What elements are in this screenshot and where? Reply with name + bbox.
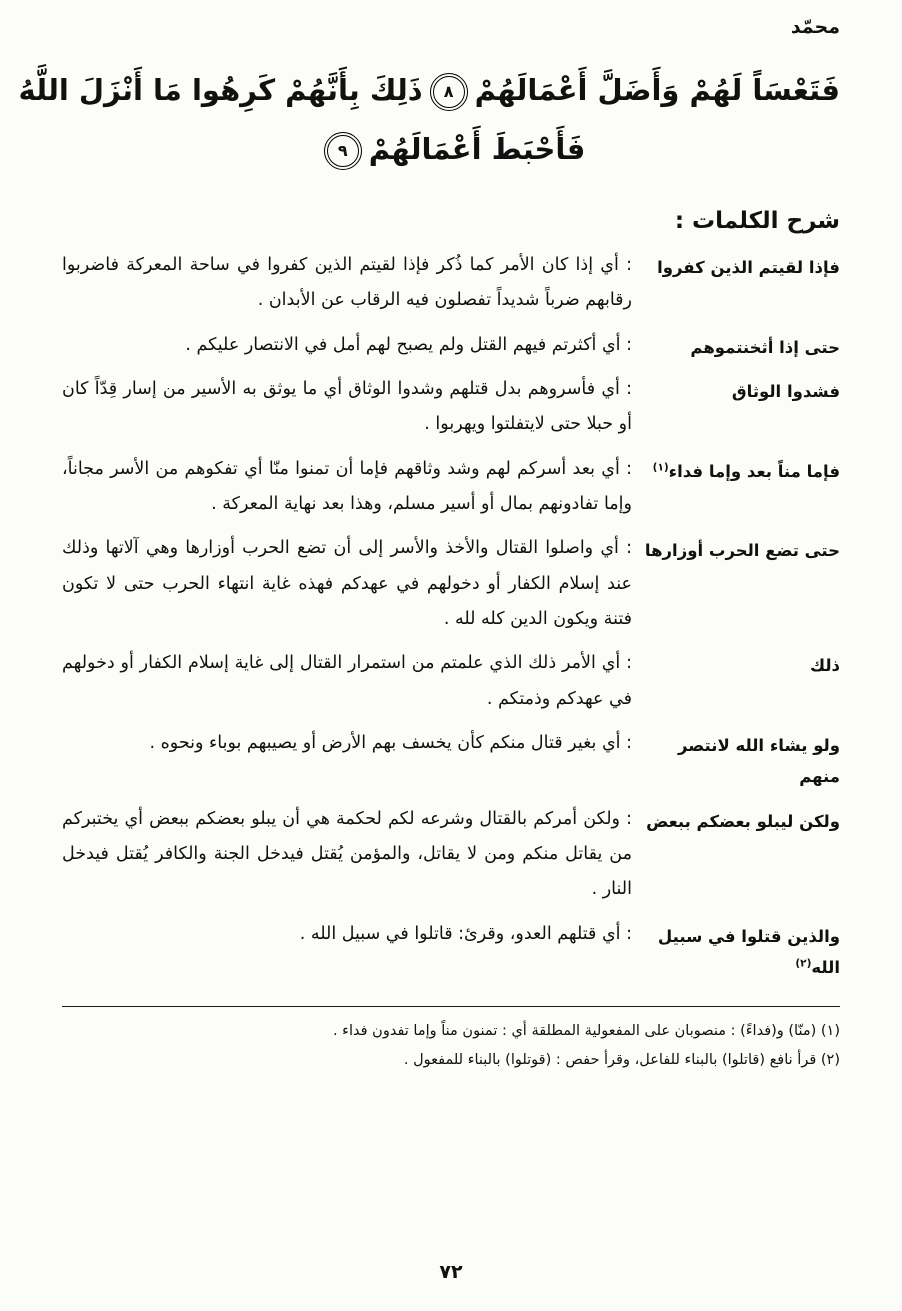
- ayah-number-8-marker: [433, 76, 465, 108]
- glossary-entry-7: [62, 726, 840, 793]
- term: [644, 531, 840, 637]
- definition: : أي الأمر ذلك الذي علمتم من استمرار القتال إلى غاية إسلام الكفار أو دخولهم في عهدكم وذمتكم .: [62, 653, 632, 709]
- definition: : أي بعد أسركم لهم وشد وثاقهم فإما أن تمنوا منّا أي تفكوهم من الأسر مجاناً، وإما تفادونهم بمال أو أسير مسلم، وهذا بعد نهاية المعركة .: [62, 458, 632, 514]
- footnote-1: (١) (منّا) و(فداءً) : منصوبان على المفعولية المطلقة أي : تمنون مناً وإما تفدون فداء .: [332, 1023, 840, 1040]
- ayah-number-8: ٨: [443, 81, 454, 101]
- surah-title: محمّد: [790, 16, 840, 38]
- term: [644, 452, 840, 523]
- definition: : أي قتلهم العدو، وقرئ: قاتلوا في سبيل الله .: [299, 923, 632, 944]
- definition: : أي إذا كان الأمر كما ذُكر فإذا لقيتم الذين كفروا في ساحة المعركة فاضربوا رقابهم ضرباً شديداً تفصلون فيه الرقاب عن الأبدان .: [62, 254, 632, 311]
- page-header: [62, 16, 840, 38]
- footnote-marker: (٢): [795, 957, 812, 970]
- footnote-2: (٢) قرأ نافع (قاتلوا) بالبناء للفاعل، وقرأ حفص : (قوتلوا) بالبناء للمفعول .: [403, 1051, 840, 1068]
- verse-text-8: فَتَعْسَاً لَهُمْ وَأَضَلَّ أَعْمَالَهُمْ: [474, 73, 840, 107]
- glossary-entry-5: [62, 531, 840, 637]
- term: [644, 917, 840, 984]
- glossary-entry-9: [62, 917, 840, 984]
- footnote-marker: (١): [652, 461, 669, 474]
- verse-text-9-start: ذَلِكَ بِأَنَّهُمْ كَرِهُوا مَا أَنْزَلَ اللَّهُ: [18, 73, 423, 107]
- quran-verses: [18, 68, 840, 186]
- term: [644, 328, 840, 363]
- glossary-entry-8: [62, 802, 840, 908]
- glossary-entry-6: [62, 646, 840, 717]
- glossary-entry-4: [62, 452, 840, 523]
- term-text: حتى إذا أثخنتموهم: [690, 337, 840, 357]
- glossary-entries: [62, 248, 840, 993]
- term-text: فشدوا الوثاق: [731, 381, 840, 401]
- verse-line-2: [62, 127, 840, 172]
- ayah-number-9-marker: [327, 135, 359, 167]
- ayah-number-9: ٩: [337, 140, 348, 160]
- term: [644, 248, 840, 319]
- term: [644, 726, 840, 793]
- glossary-entry-2: [62, 328, 840, 363]
- definition: : ولكن أمركم بالقتال وشرعه لكم لحكمة هي أن يبلو بعضكم ببعض أي يختبركم من يقاتل منكم ومن لا يقاتل، والمؤمن يُقتل فيدخل الجنة والكافر يُقتل فيدخل النار .: [62, 808, 632, 900]
- term: [644, 646, 840, 717]
- term-text: حتى تضع الحرب أوزارها: [644, 541, 840, 561]
- verse-text-9-end: فَأَحْبَطَ أَعْمَالَهُمْ: [368, 131, 586, 166]
- footnotes-section: [62, 1006, 840, 1074]
- verse-line-1: [18, 68, 840, 113]
- glossary-entry-3: [62, 372, 840, 443]
- term-text: ولو يشاء الله لانتصر منهم: [678, 736, 840, 787]
- term-text: فإما مناً بعد وإما فداء: [668, 461, 840, 481]
- definition: : أي فأسروهم بدل قتلهم وشدوا الوثاق أي ما يوثق به الأسير من إسار قِدّاً كان أو حبلا حتى لايتفلتوا ويهربوا .: [62, 378, 632, 435]
- page-number: ٧٢: [439, 1261, 463, 1283]
- glossary-entry-1: [62, 248, 840, 319]
- term: [644, 802, 840, 908]
- section-title: شرح الكلمات :: [674, 207, 840, 234]
- term-text: ذلك: [809, 656, 840, 676]
- term-text: فإذا لقيتم الذين كفروا: [657, 257, 840, 277]
- definition: : أي أكثرتم فيهم القتل ولم يصبح لهم أمل في الانتصار عليكم .: [185, 334, 632, 355]
- definition: : أي بغير قتال منكم كأن يخسف بهم الأرض أو يصيبهم بوباء ونحوه .: [149, 733, 632, 753]
- term-text: ولكن ليبلو بعضكم ببعض: [646, 811, 840, 831]
- term-text: والذين قتلوا في سبيل الله: [657, 926, 840, 978]
- term: [644, 372, 840, 443]
- definition: : أي واصلوا القتال والأخذ والأسر إلى أن تضع الحرب أوزارها وهي آلاتها وذلك عند إسلام الكفار أو دخولهم في عهدكم فهذه غاية انتهاء الحرب حتى لا تكون فتنة ويكون الدين كله لله .: [62, 538, 632, 629]
